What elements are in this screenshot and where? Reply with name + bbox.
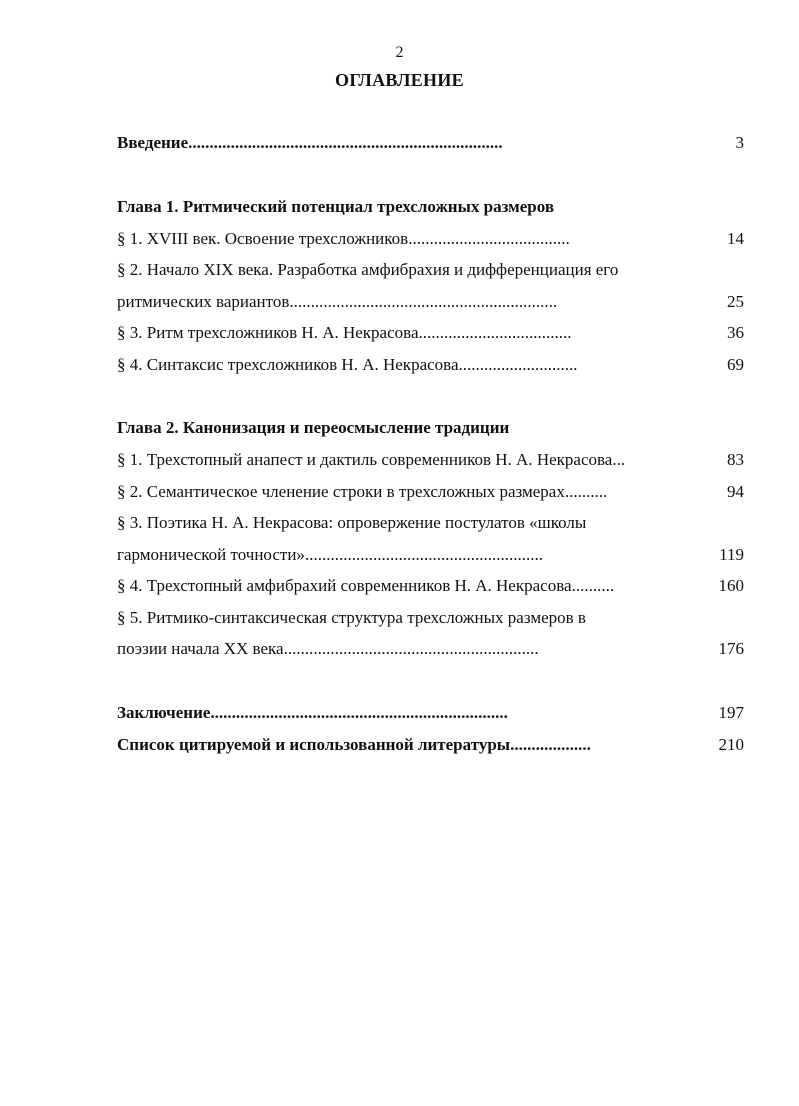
chapter-heading: Глава 2. Канонизация и переосмысление традиции bbox=[117, 418, 510, 437]
toc-entry-continuation[interactable] bbox=[117, 291, 557, 313]
toc-entry-text: § 4. Трехстопный амфибрахий современников Н. А. Некрасова bbox=[117, 576, 572, 595]
toc-page-number: 25 bbox=[727, 292, 744, 311]
toc-entry-text: поэзии начала XX века bbox=[117, 639, 284, 658]
toc-leader: ...................................... bbox=[408, 229, 570, 248]
toc-leader: .......... bbox=[564, 482, 608, 501]
toc-entry-bibliography[interactable] bbox=[117, 734, 591, 756]
toc-page-number: 14 bbox=[727, 229, 744, 248]
toc-entry[interactable] bbox=[117, 607, 586, 629]
toc-entry-text: § 1. XVIII век. Освоение трехсложников bbox=[117, 229, 409, 248]
toc-page-number: 176 bbox=[718, 639, 744, 658]
toc-page-number: 36 bbox=[727, 323, 744, 342]
toc-entry-text: гармонической точности» bbox=[117, 545, 305, 564]
toc-entry-intro[interactable] bbox=[117, 132, 503, 154]
toc-entry[interactable] bbox=[117, 481, 607, 503]
toc-leader: .......................................................................... bbox=[188, 133, 503, 152]
toc-entry-text: Список цитируемой и использованной литературы bbox=[117, 735, 511, 754]
toc-entry-text: § 4. Синтаксис трехсложников Н. А. Некрасова bbox=[117, 355, 459, 374]
toc-entry-text: Введение bbox=[117, 133, 189, 152]
toc-entry-text: ритмических вариантов bbox=[117, 292, 290, 311]
toc-leader: ...................................................................... bbox=[210, 703, 508, 722]
toc-page-number: 119 bbox=[719, 545, 744, 564]
toc-leader: ............................................................... bbox=[289, 292, 558, 311]
toc-page-number: 3 bbox=[735, 133, 744, 152]
toc-entry[interactable] bbox=[117, 228, 570, 250]
page-number: 2 bbox=[395, 44, 404, 61]
toc-entry-continuation[interactable] bbox=[117, 544, 543, 566]
toc-entry-conclusion[interactable] bbox=[117, 702, 508, 724]
toc-page-number: 197 bbox=[718, 703, 744, 722]
toc-leader: ................... bbox=[510, 735, 591, 754]
toc-leader: ............................................................ bbox=[283, 639, 539, 658]
page-title: ОГЛАВЛЕНИЕ bbox=[335, 70, 464, 90]
toc-leader: ........................................................ bbox=[304, 545, 543, 564]
toc-leader: .......... bbox=[571, 576, 615, 595]
toc-entry-text: Заключение bbox=[117, 703, 211, 722]
toc-entry-text: § 2. Семантическое членение строки в трехсложных размерах bbox=[117, 482, 565, 501]
toc-entry[interactable] bbox=[117, 449, 625, 471]
toc-page-number: 160 bbox=[718, 576, 744, 595]
toc-entry-text: § 3. Поэтика Н. А. Некрасова: опровержение постулатов «школы bbox=[117, 513, 587, 532]
toc-leader: ............................ bbox=[458, 355, 578, 374]
toc-page-number: 210 bbox=[718, 735, 744, 754]
toc-entry[interactable] bbox=[117, 575, 614, 597]
toc-entry-text: § 3. Ритм трехсложников Н. А. Некрасова bbox=[117, 323, 419, 342]
toc-entry[interactable] bbox=[117, 512, 586, 534]
toc-entry[interactable] bbox=[117, 322, 572, 344]
toc-page-number: 83 bbox=[727, 450, 744, 469]
toc-entry-text: § 2. Начало XIX века. Разработка амфибрахия и дифференциация его bbox=[117, 260, 619, 279]
toc-leader: .................................... bbox=[418, 323, 572, 342]
toc-page-number: 94 bbox=[727, 482, 744, 501]
toc-entry-continuation[interactable] bbox=[117, 638, 539, 660]
toc-page-number: 69 bbox=[727, 355, 744, 374]
toc-entry-text: § 5. Ритмико-синтаксическая структура трехсложных размеров в bbox=[117, 608, 586, 627]
toc-entry-text: § 1. Трехстопный анапест и дактиль современников Н. А. Некрасова... bbox=[117, 450, 626, 469]
toc-entry[interactable] bbox=[117, 259, 618, 281]
chapter-heading: Глава 1. Ритмический потенциал трехсложных размеров bbox=[117, 197, 554, 216]
toc-entry[interactable] bbox=[117, 354, 578, 376]
